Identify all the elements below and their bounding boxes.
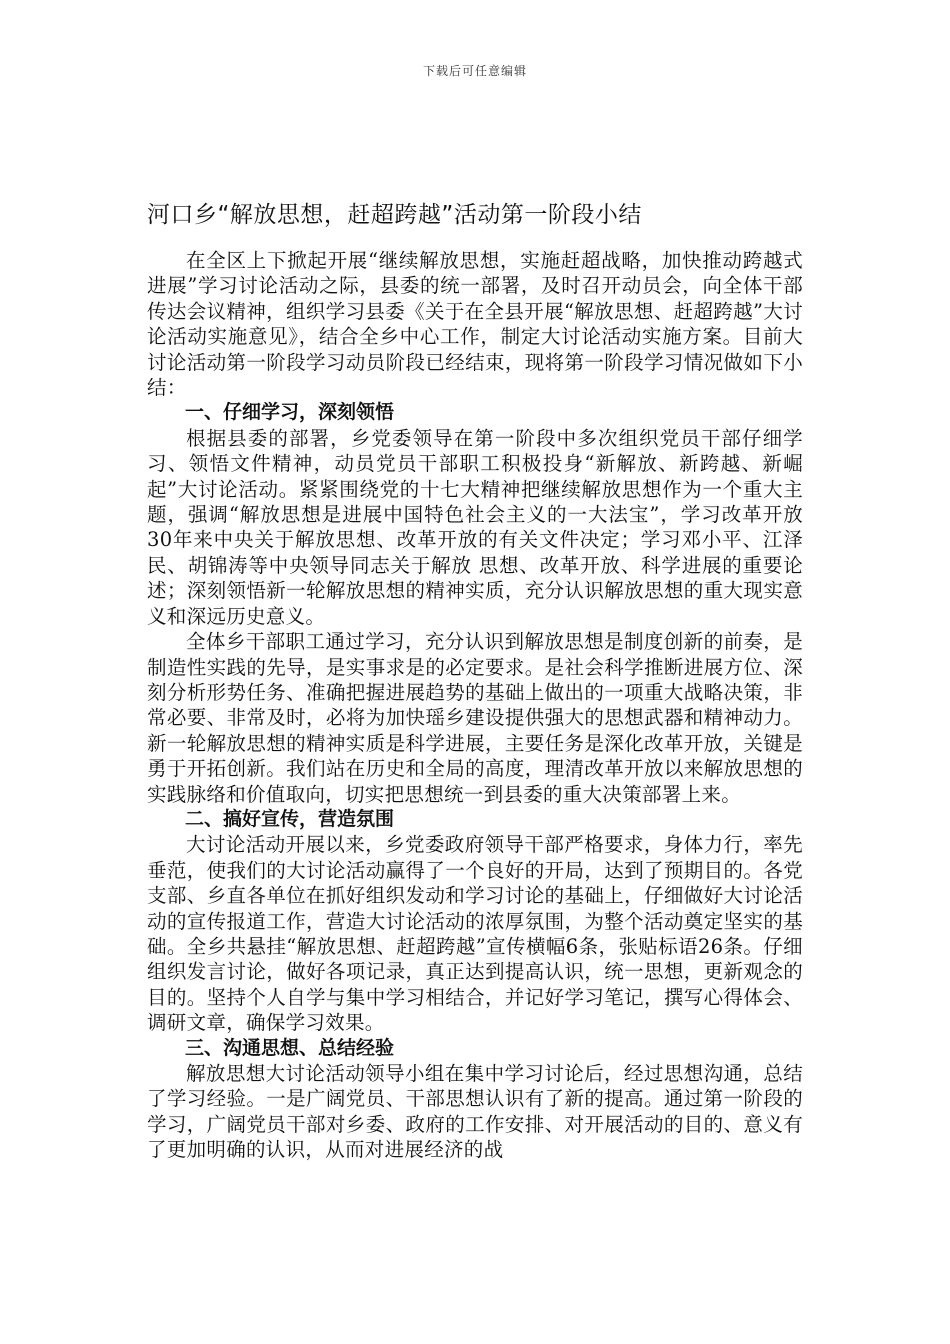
document-title: 河口乡“解放思想，赶超跨越”活动第一阶段小结: [147, 202, 642, 228]
section-heading-3: 三、沟通思想、总结经验: [185, 1036, 395, 1059]
paragraph-section1-b: 全体乡干部职工通过学习，充分认识到解放思想是制度创新的前奏，是制造性实践的先导，是实事求是的必定要求。是社会科学推断进展方位、深刻分析形势任务、准确把握进展趋势的基础上做出的一项重大战略决策，非常必要、非常及时，必将为加快瑶乡建设提供强大的思想武器和精神动力。新一轮解放思想的精神实质是科学进展，主要任务是深化改革开放，关键是勇于开拓创新。我们站在历史和全局的高度，理清改革开放以来解放思想的实践脉络和价值取向，切实把思想统一到县委的重大决策部署上来。: [147, 630, 803, 806]
paragraph-section3: 解放思想大讨论活动领导小组在集中学习讨论后，经过思想沟通，总结了学习经验。一是广阔党员、干部思想认识有了新的提高。通过第一阶段的学习，广阔党员干部对乡委、政府的工作安排、对开展活动的目的、意义有了更加明确的认识，从而对进展经济的战: [147, 1062, 803, 1162]
document-body: [147, 248, 803, 1163]
paragraph-section2: 大讨论活动开展以来，乡党委政府领导干部严格要求，身体力行，率先垂范，使我们的大讨论活动赢得了一个良好的开局，达到了预期目的。各党支部、乡直各单位在抓好组织发动和学习讨论的基础上，仔细做好大讨论活动的宣传报道工作，营造大讨论活动的浓厚氛围，为整个活动奠定坚实的基础。全乡共悬挂“解放思想、赶超跨越”宣传横幅6条，张贴标语26条。仔细组织发言讨论，做好各项记录，真正达到提高认识，统一思想，更新观念的目的。坚持个人自学与集中学习相结合，并记好学习笔记，撰写心得体会、调研文章，确保学习效果。: [147, 833, 803, 1035]
page-header-note: 下载后可任意编辑: [422, 64, 527, 78]
paragraph-intro: 在全区上下掀起开展“继续解放思想，实施赶超战略，加快推动跨越式进展”学习讨论活动之际，县委的统一部署，及时召开动员会，向全体干部传达会议精神，组织学习县委《关于在全县开展“解放思想、赶超跨越”大讨论活动实施意见》，结合全乡中心工作，制定大讨论活动实施方案。目前大讨论活动第一阶段学习动员阶段已经结束，现将第一阶段学习情况做如下小结：: [147, 249, 803, 400]
paragraph-section1-a: 根据县委的部署，乡党委领导在第一阶段中多次组织党员干部仔细学习、领悟文件精神，动员党员干部职工积极投身“新解放、新跨越、新崛起”大讨论活动。紧紧围绕党的十七大精神把继续解放思想作为一个重大主题，强调“解放思想是进展中国特色社会主义的一大法宝”，学习改革开放30年来中央关于解放思想、改革开放的有关文件决定；学习邓小平、江泽民、胡锦涛等中央领导同志关于解放 思想、改革开放、科学进展的重要论述；深刻领悟新一轮解放思想的精神实质，充分认识解放思想的重大现实意义和深远历史意义。: [147, 426, 803, 628]
section-heading-2: 二、搞好宣传，营造氛围: [185, 807, 395, 830]
section-heading-1: 一、仔细学习，深刻领悟: [185, 401, 395, 424]
